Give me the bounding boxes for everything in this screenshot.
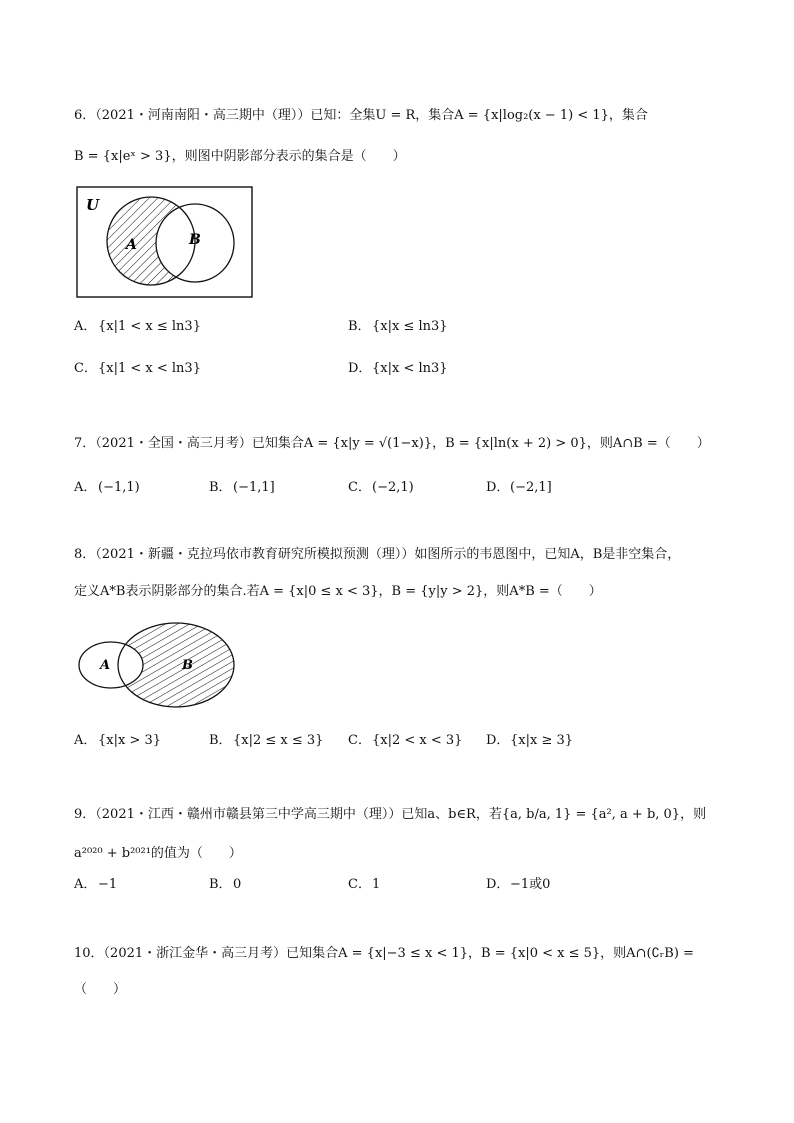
option-label: D． [486,877,510,892]
q6-line2 [74,147,406,167]
q6-option-d[interactable] [348,359,448,379]
option-label: A． [74,480,97,495]
option-text: {x|x > 3} [98,733,162,748]
q8-line2 [74,582,602,602]
option-label: D． [348,361,372,376]
q9-stem-text-2: a²⁰²⁰ + b²⁰²¹的值为（ ） [74,846,242,861]
option-label: D． [486,733,510,748]
q7-option-d[interactable] [486,478,552,498]
option-text: (−1,1] [233,480,275,495]
q10-answer-blank[interactable]: （ ） [74,982,127,997]
q9-stem-text: 9．（2021・江西・赣州市赣县第三中学高三期中（理））已知a、b∈R，若{a, b/a, 1} = {a², a + b, 0}，则 [74,807,707,822]
option-label: B． [209,733,232,748]
q8-line1 [74,545,680,565]
q7-option-a[interactable] [74,478,140,498]
option-label: C． [348,733,371,748]
option-text: (−2,1) [372,480,414,495]
option-text: {x|2 < x < 3} [372,733,463,748]
q6-stem-text: 6．（2021・河南南阳・高三期中（理））已知：全集U = R，集合A = {x|log₂(x − 1) < 1}，集合 [74,108,648,123]
option-text: {x|2 ≤ x ≤ 3} [233,733,324,748]
q6-label-b: B [189,232,201,248]
q9-option-c[interactable] [348,875,380,895]
option-label: A． [74,733,97,748]
q6-line1 [74,106,648,126]
q8-label-a: A [100,658,111,673]
q8-stem-text-2: 定义A*B表示阴影部分的集合.若A = {x|0 ≤ x < 3}，B = {y|y > 2}，则A*B =（ ） [74,584,602,599]
option-label: A． [74,319,97,334]
option-label: C． [348,480,371,495]
option-label: C． [74,361,97,376]
q10-line1 [74,944,694,964]
option-text: {x|1 < x < ln3} [98,361,201,376]
option-label: B． [209,480,232,495]
q7-stem-text: 7．（2021・全国・高三月考）已知集合A = {x|y = √(1−x)}，B = {x|ln(x + 2) > 0}，则A∩B =（ ） [74,436,710,451]
q8-label-b: B [182,658,193,673]
option-text: −1 [98,877,118,892]
q8-option-c[interactable] [348,731,462,751]
q9-option-a[interactable] [74,875,117,895]
q9-line1 [74,805,706,825]
q8-option-b[interactable] [209,731,323,751]
q6-venn-diagram [76,186,256,300]
option-label: C． [348,877,371,892]
option-label: B． [209,877,232,892]
q6-option-b[interactable] [348,317,448,337]
option-label: A． [74,877,97,892]
q9-line2 [74,844,242,864]
q8-stem-text: 8．（2021・新疆・克拉玛依市教育研究所模拟预测（理））如图所示的韦恩图中，已知A，B是非空集合， [74,547,681,562]
option-text: {x|x ≤ ln3} [372,319,448,334]
q7-option-c[interactable] [348,478,414,498]
q8-option-a[interactable] [74,731,161,751]
option-label: B． [348,319,371,334]
option-text: −1或0 [510,877,551,892]
option-text: {x|x ≥ 3} [510,733,574,748]
q6-label-u: U [86,196,100,214]
q7-option-b[interactable] [209,478,275,498]
q9-option-b[interactable] [209,875,241,895]
q9-option-d[interactable] [486,875,550,895]
q8-option-d[interactable] [486,731,573,751]
q10-line2 [74,980,126,1000]
option-text: {x|x < ln3} [372,361,448,376]
option-label: D． [486,480,510,495]
option-text: 1 [372,877,381,892]
q6-stem-text-2: B = {x|eˣ > 3}，则图中阴影部分表示的集合是（ ） [74,149,406,164]
q7-line1 [74,434,710,454]
option-text: 0 [233,877,242,892]
q8-venn-diagram [76,620,238,712]
option-text: (−2,1] [510,480,552,495]
option-text: {x|1 < x ≤ ln3} [98,319,201,334]
option-text: (−1,1) [98,480,140,495]
q10-stem-text: 10．（2021・浙江金华・高三月考）已知集合A = {x|−3 ≤ x < 1}，B = {x|0 < x ≤ 5}，则A∩(∁ᵣB) = [74,946,694,961]
q6-option-a[interactable] [74,317,201,337]
q6-option-c[interactable] [74,359,201,379]
q6-label-a: A [126,237,137,253]
